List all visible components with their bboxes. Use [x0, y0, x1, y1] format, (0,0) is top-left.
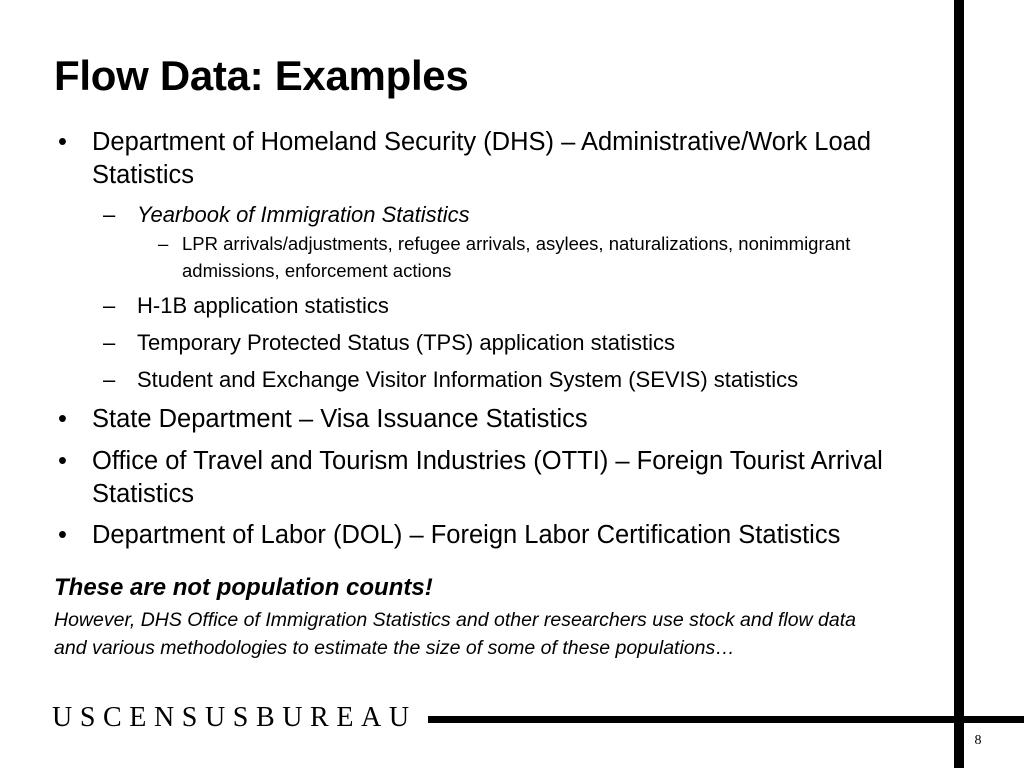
- census-bureau-logo: USCENSUSBUREAU: [52, 702, 417, 733]
- bullet-icon: •: [58, 521, 67, 549]
- vertical-divider-rule: [954, 0, 964, 768]
- footer-divider-rule: [428, 716, 1024, 723]
- sub-item-text: Temporary Protected Status (TPS) application statistics: [137, 330, 675, 355]
- bullet-icon: •: [58, 128, 67, 156]
- dash-icon: –: [158, 233, 169, 254]
- sub-item-text: H-1B application statistics: [137, 293, 389, 318]
- bullet-item-dhs: [58, 126, 918, 192]
- sub-item-text: Student and Exchange Visitor Information System (SEVIS) statistics: [137, 367, 799, 392]
- dash-icon: –: [103, 367, 116, 392]
- page-number: 8: [974, 733, 982, 748]
- bullet-text: Department of Homeland Security (DHS) – Administrative/Work Load Statistics: [92, 128, 872, 189]
- sub-item-tps: [103, 328, 923, 358]
- sub-sub-item-text: LPR arrivals/adjustments, refugee arrivals, asylees, naturalizations, nonimmigrant admissions, enforcement actions: [182, 233, 851, 281]
- bullet-text: State Department – Visa Issuance Statistics: [92, 405, 588, 433]
- bullet-icon: •: [58, 405, 67, 433]
- slide-title: Flow Data: Examples: [54, 52, 469, 99]
- sub-item-h1b: [103, 291, 923, 321]
- note-heading: These are not population counts!: [54, 574, 433, 601]
- note-body: However, DHS Office of Immigration Statistics and other researchers use stock and flow data and various methodologies to estimate the size of some of these populations…: [54, 609, 857, 659]
- sub-item-yearbook: [103, 200, 923, 230]
- bullet-text: Office of Travel and Tourism Industries (OTTI) – Foreign Tourist Arrival Statistics: [92, 447, 883, 508]
- dash-icon: –: [103, 202, 116, 227]
- bullet-item-dol: [58, 519, 918, 552]
- bullet-item-state: [58, 403, 918, 436]
- bullet-icon: •: [58, 447, 67, 475]
- sub-item-text: Yearbook of Immigration Statistics: [137, 202, 470, 227]
- sub-item-sevis: [103, 365, 923, 395]
- sub-sub-item-lpr: [158, 230, 878, 284]
- bullet-item-otti: [58, 445, 918, 511]
- dash-icon: –: [103, 293, 116, 318]
- bullet-text: Department of Labor (DOL) – Foreign Labor Certification Statistics: [92, 521, 841, 549]
- dash-icon: –: [103, 330, 116, 355]
